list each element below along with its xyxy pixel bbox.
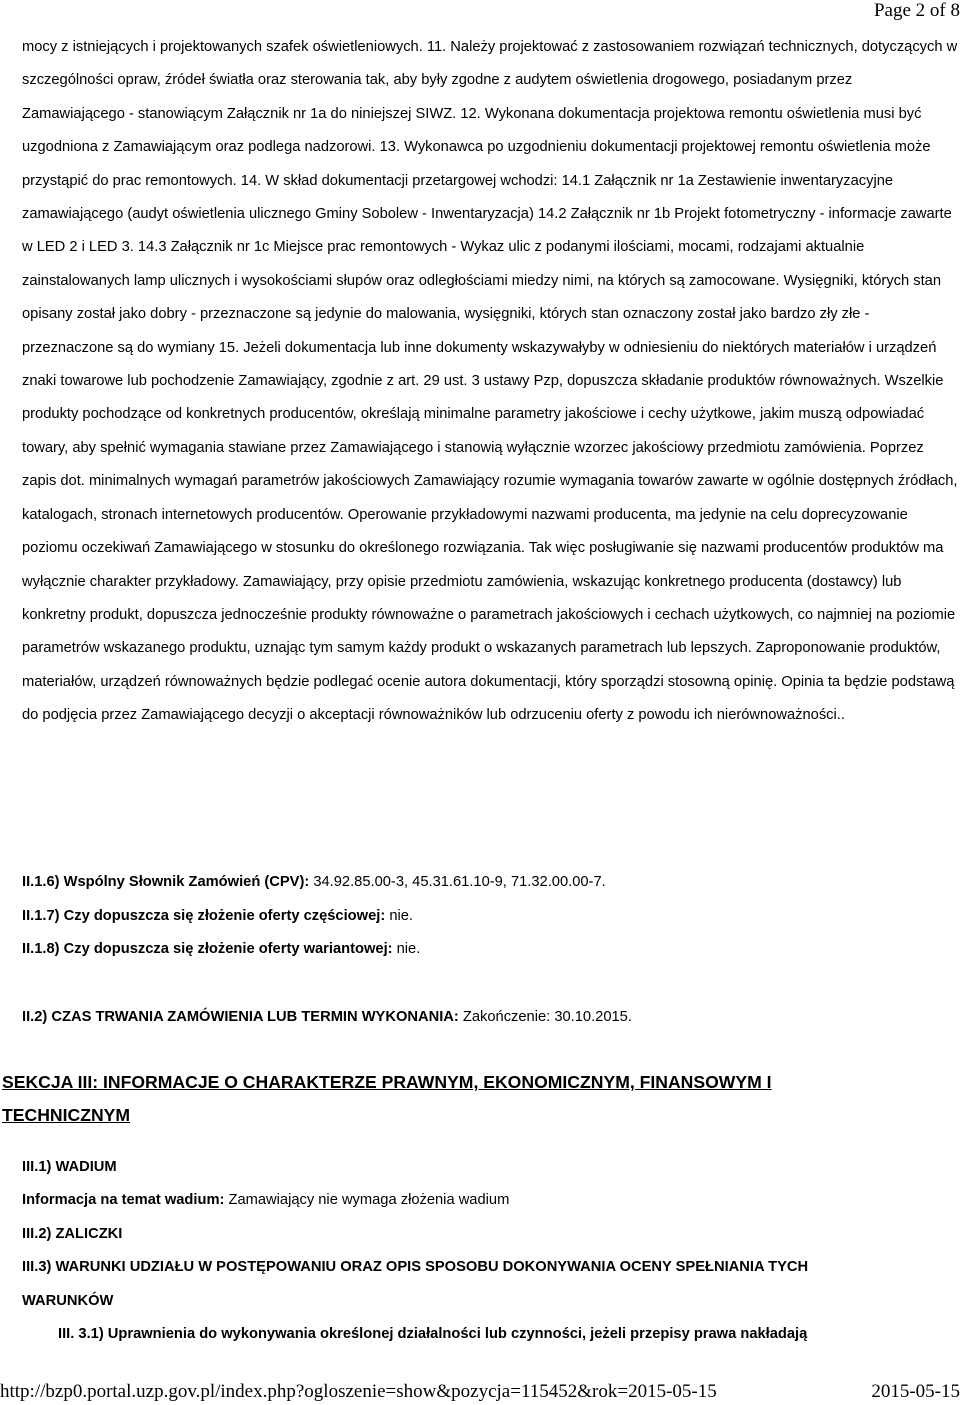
field-duration [22,1007,632,1027]
field-label: III. 3.1) Uprawnienia do wykonywania określonej działalności lub czynności, jeżeli przepisy prawa nakładają [58,1326,808,1342]
field-value: Zamawiający nie wymaga złożenia wadium [224,1192,510,1208]
field-variant-offer [22,939,420,959]
zaliczki-heading [22,1224,122,1244]
page-footer [0,1379,960,1405]
field-label: WARUNKÓW [22,1293,114,1309]
page-number: Page 2 of 8 [873,0,960,21]
field-value: Zakończenie: 30.10.2015. [458,1009,632,1025]
warunki-heading [22,1257,808,1277]
field-label: Informacja na temat wadium: [22,1192,225,1208]
field-cpv [22,872,606,892]
warunki-heading-cont [22,1291,113,1311]
wadium-info [22,1190,509,1210]
field-label: III.1) WADIUM [22,1159,117,1175]
field-label: III.3) WARUNKI UDZIAŁU W POSTĘPOWANIU ORAZ OPIS SPOSOBU DOKONYWANIA OCENY SPEŁNIANIA TYCH [22,1259,809,1275]
footer-url: http://bzp0.portal.uzp.gov.pl/index.php?ogloszenie=show&pozycja=115452&rok=2015-05-15 [0,1381,717,1402]
section-heading [2,1066,952,1132]
field-label: II.1.7) Czy dopuszcza się złożenie oferty częściowej: [22,908,386,924]
field-partial-offer [22,906,413,926]
uprawnienia-heading [58,1324,807,1344]
field-value: nie. [385,908,413,924]
wadium-heading [22,1157,117,1177]
section-heading-line: TECHNICZNYM [2,1105,131,1125]
field-label: II.2) CZAS TRWANIA ZAMÓWIENIA LUB TERMIN WYKONANIA: [22,1009,459,1025]
section-heading-line: SEKCJA III: INFORMACJE O CHARAKTERZE PRAWNYM, EKONOMICZNYM, FINANSOWYM I [2,1072,772,1092]
field-value: nie. [392,941,421,957]
field-label: II.1.6) Wspólny Słownik Zamówień (CPV): [22,874,310,890]
field-value: 34.92.85.00-3, 45.31.61.10-9, 71.32.00.00-7. [309,874,606,890]
field-label: III.2) ZALICZKI [22,1226,123,1242]
footer-date: 2015-05-15 [871,1381,960,1402]
document-body [22,31,958,733]
body-paragraph: mocy z istniejących i projektowanych szafek oświetleniowych. 11. Należy projektować z zastosowaniem rozwiązań technicznych, dotyczących w szczególności opraw, źródeł światła oraz sterowania tak, aby były zgodne z audytem oświetlenia drogowego, posiadanym przez Zamawiającego - stanowiącym Załącznik nr 1a do niniejszej SIWZ. 12. Wykonana dokumentacja projektowa remontu oświetlenia musi być uzgodniona z Zamawiającym oraz podlega nadzorowi. 13. Wykonawca po uzgodnieniu dokumentacji projektowej remontu oświetlenia może przystąpić do prac remontowych. 14. W skład dokumentacji przetargowej wchodzi: 14.1 Załącznik nr 1a Zestawienie inwentaryzacyjne zamawiającego (audyt oświetlenia ulicznego Gminy Sobolew - Inwentaryzacja) 14.2 Załącznik nr 1b Projekt fotometryczny - informacje zawarte w LED 2 i LED 3. 14.3 Załącznik nr 1c Miejsce prac remontowych - Wykaz ulic z podanymi ilościami, mocami, rodzajami aktualnie zainstalowanych lamp ulicznych i wysokościami słupów oraz odległościami miedzy nimi, na których są zamocowane. Wysięgniki, których stan opisany został jako dobry - przeznaczone są jedynie do malowania, wysięgniki, których stan oznaczony został jako bardzo zły złe - przeznaczone są do wymiany 15. Jeżeli dokumentacja lub inne dokumenty wskazywałyby w odniesieniu do niektórych materiałów i urządzeń znaki towarowe lub pochodzenie Zamawiający, zgodnie z art. 29 ust. 3 ustawy Pzp, dopuszcza składanie produktów równoważnych. Wszelkie produkty pochodzące od konkretnych producentów, określają minimalne parametry jakościowe i cechy użytkowe, jakim muszą odpowiadać towary, aby spełnić wymagania stawiane przez Zamawiającego i stanowią wyłącznie wzorzec jakościowy przedmiotu zamówienia. Poprzez zapis dot. minimalnych wymagań parametrów jakościowych Zamawiający rozumie wymagania towarów zawarte w ogólnie dostępnych źródłach, katalogach, stronach internetowych producentów. Operowanie przykładowymi nazwami producenta, ma jedynie na celu doprecyzowanie poziomu oczekiwań Zamawiającego w stosunku do określonego rozwiązania. Tak więc posługiwanie się nazwami producentów produktów ma wyłącznie charakter przykładowy. Zamawiający, przy opisie przedmiotu zamówienia, wskazując konkretnego producenta (dostawcy) lub konkretny produkt, dopuszcza jednocześnie produkty równoważne o parametrach jakościowych i cechach użytkowych, co najmniej na poziomie parametrów wskazanego produktu, uznając tym samym każdy produkt o wskazanych parametrach lub lepszych. Zaproponowanie produktów, materiałów, urządzeń równoważnych będzie podlegać ocenie autora dokumentacji, który sporządzi stosowną opinię. Opinia ta będzie podstawą do podjęcia przez Zamawiającego decyzji o akceptacji równoważników lub odrzuceniu oferty z powodu ich nierównoważności.. [22,39,958,724]
field-label: II.1.8) Czy dopuszcza się złożenie oferty wariantowej: [22,941,393,957]
